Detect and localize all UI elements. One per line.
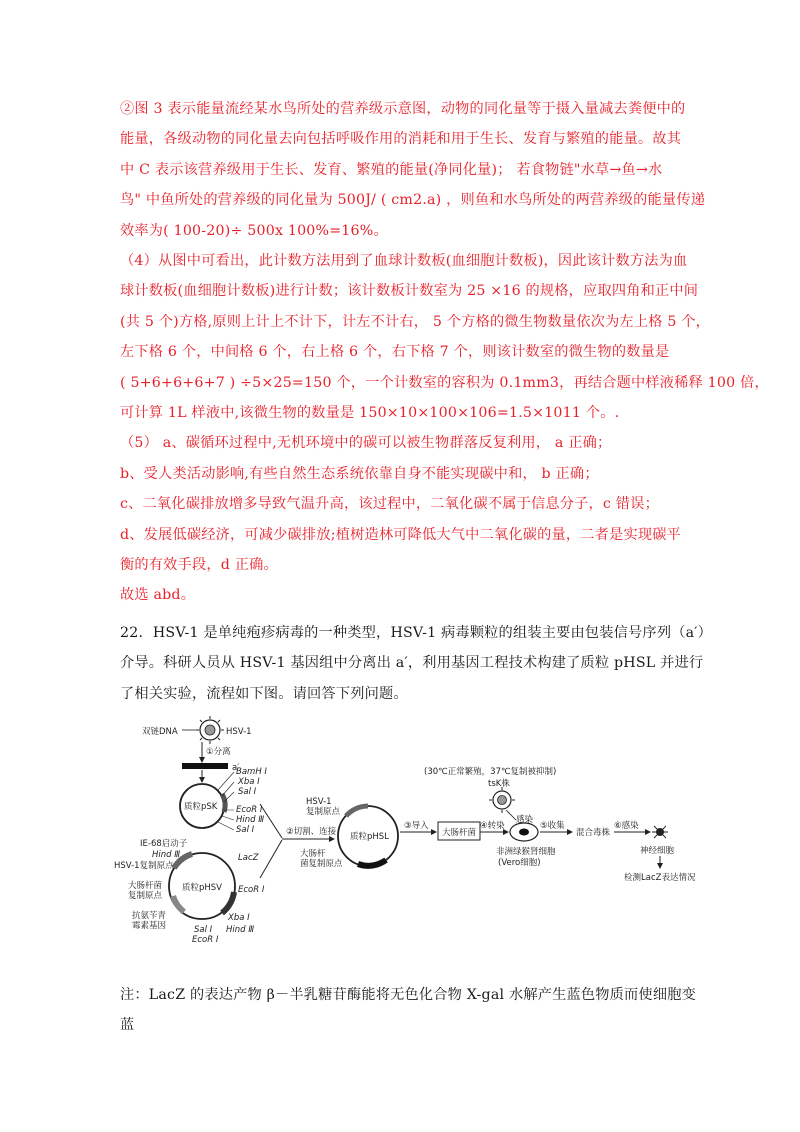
answer-line: 故选 abd。	[120, 587, 196, 604]
hind3-b-label: Hind Ⅲ	[226, 925, 255, 935]
ecor1-c-label: EcoR Ⅰ	[238, 885, 265, 895]
phsv-label: 质粒pHSV	[182, 883, 222, 893]
answer-line: ②图 3 表示能量流经某水鸟所处的营养级示意图，动物的同化量等于摄入量减去粪便中的	[120, 101, 686, 117]
amp-gene-1: 抗氨苄青	[132, 911, 167, 921]
answer-line: 鸟" 中鱼所处的营养级的同化量为 500J/ ( cm2.a) ，则鱼和水鸟所处的两营养级的能量传递	[120, 192, 706, 209]
a-prime-fragment	[182, 763, 228, 769]
answer-line: 左下格 6 个，中间格 6 个，右上格 6 个，右下格 7 个，则该计数室的微生物的数量是	[120, 344, 670, 361]
psk-site-sal1-b: Sal Ⅰ	[236, 825, 255, 835]
psk-site-sal1: Sal Ⅰ	[238, 787, 257, 797]
answer-line: （4）从图中可看出，此计数方法用到了血球计数板(血细胞计数板)，因此该计数方法为血	[120, 253, 688, 269]
ecoli-ori-mid-2: 菌复制原点	[300, 859, 343, 869]
step1-label: ①分离	[206, 747, 231, 757]
answer-line: c、二氧化碳排放增多导致气温升高，该过程中，二氧化碳不属于信息分子，c 错误；	[120, 496, 659, 513]
psk-label: 质粒pSK	[184, 802, 218, 812]
question-line: 了相关实验，流程如下图。请回答下列问题。	[120, 685, 408, 702]
psk-site-bamh1: BamH Ⅰ	[236, 767, 267, 777]
psk-site-ecor1: EcoR Ⅰ	[236, 805, 263, 815]
answer-line: 中 C 表示该营养级用于生长、发育、繁殖的能量(净同化量)； 若食物链"水草→鱼→水	[120, 161, 663, 178]
sal1-b-label: Sal Ⅰ	[194, 925, 213, 935]
infect-label: 感染	[516, 815, 534, 825]
vero-label-1: 非洲绿猴肾细胞	[496, 847, 556, 857]
hsv1-label: HSV-1	[226, 727, 252, 737]
answer-line: 球计数板(血细胞计数板)进行计数；该计数板计数室为 25 ×16 的规格，应取四角和正中间	[120, 283, 699, 300]
answer-line: (共 5 个)方格,原则上计上不计下，计左不计右， 5 个方格的微生物数量依次为左上格 5 个，	[120, 313, 711, 330]
psk-site-xba1: Xba Ⅰ	[238, 777, 260, 787]
a-prime-label: a′	[232, 763, 240, 773]
amp-gene-2: 霉素基因	[132, 921, 167, 931]
step6-label: ⑥感染	[614, 821, 639, 831]
detect-label: 检测LacZ表达情况	[624, 873, 696, 883]
neuron-icon	[652, 826, 668, 838]
answer-line: 效率为( 100-20)÷ 500x 100%=16%。	[120, 222, 388, 239]
mixed-strain-label: 混合毒株	[576, 828, 611, 838]
note-line: 注：LacZ 的表达产物 β－半乳糖苷酶能将无色化合物 X-gal 水解产生蓝色物质而使细胞变	[120, 987, 696, 1003]
hsv1-ori-left-label: HSV-1复制原点	[114, 861, 174, 871]
answer-line: （5） a、碳循环过程中,无机环境中的碳可以被生物群落反复利用， a 正确；	[120, 435, 612, 452]
hsv1-virus-icon	[196, 716, 224, 744]
question-line: 介导。科研人员从 HSV-1 基因组中分离出 a′，利用基因工程技术构建了质粒 pHSL 并进行	[120, 655, 704, 672]
psk-site-hind3: Hind Ⅲ	[236, 815, 265, 825]
experiment-flow-diagram	[110, 708, 710, 958]
vero-label-2: (Vero细胞)	[498, 858, 541, 868]
step5-label: ⑤收集	[540, 821, 565, 831]
neuron-label: 神经细胞	[640, 846, 675, 856]
question-line: 22．HSV-1 是单纯疱疹病毒的一种类型，HSV-1 病毒颗粒的组装主要由包装信号序列（a′）	[120, 625, 713, 641]
tsk-virus-icon	[489, 787, 515, 813]
phsl-label: 质粒pHSL	[350, 832, 389, 842]
ie68-label: IE-68启动子	[140, 839, 188, 849]
lacz-label: LacZ	[238, 853, 259, 863]
hsv1-ori-mid-1: HSV-1	[306, 797, 332, 807]
step3-label: ③导入	[404, 821, 429, 831]
step4-label: ④转染	[480, 821, 505, 831]
step2-label: ②切割、连接	[286, 827, 337, 837]
answer-line: ( 5+6+6+6+7 ) ÷5×25=150 个，一个计数室的容积为 0.1mm3，再结合题中样液稀释 100 倍，	[120, 374, 769, 391]
hind3-a-label: Hind Ⅲ	[152, 850, 181, 860]
ecoli-ori-left-1: 大肠杆菌	[128, 881, 163, 891]
xba1-b-label: Xba Ⅰ	[228, 913, 250, 923]
ecoli-ori-mid-1: 大肠杆	[300, 849, 326, 859]
ecor1-b-label: EcoR Ⅰ	[192, 935, 219, 945]
answer-line: d、发展低碳经济，可减少碳排放;植树造林可降低大气中二氧化碳的量，二者是实现碳平	[120, 526, 681, 543]
answer-line: 可计算 1L 样液中,该微生物的数量是 150×10×100×106=1.5×1011 个。.	[120, 405, 620, 421]
answer-line: b、受人类活动影响,有些自然生态系统依靠自身不能实现碳中和， b 正确；	[120, 465, 599, 482]
ecoli-box-label: 大肠杆菌	[442, 828, 477, 838]
answer-line: 衡的有效手段，d 正确。	[120, 557, 278, 573]
tsk-label: tsK株	[488, 779, 510, 789]
tsk-note: (30℃正常繁殖，37℃复制被抑制)	[424, 767, 557, 777]
answer-line: 能量，各级动物的同化量去向包括呼吸作用的消耗和用于生长、发育与繁殖的能量。故其	[120, 131, 682, 148]
dsdna-label: 双链DNA	[142, 727, 178, 737]
ecoli-ori-left-2: 复制原点	[128, 891, 163, 901]
note-line: 蓝	[120, 1017, 135, 1034]
hsv1-ori-mid-2: 复制原点	[306, 807, 341, 817]
